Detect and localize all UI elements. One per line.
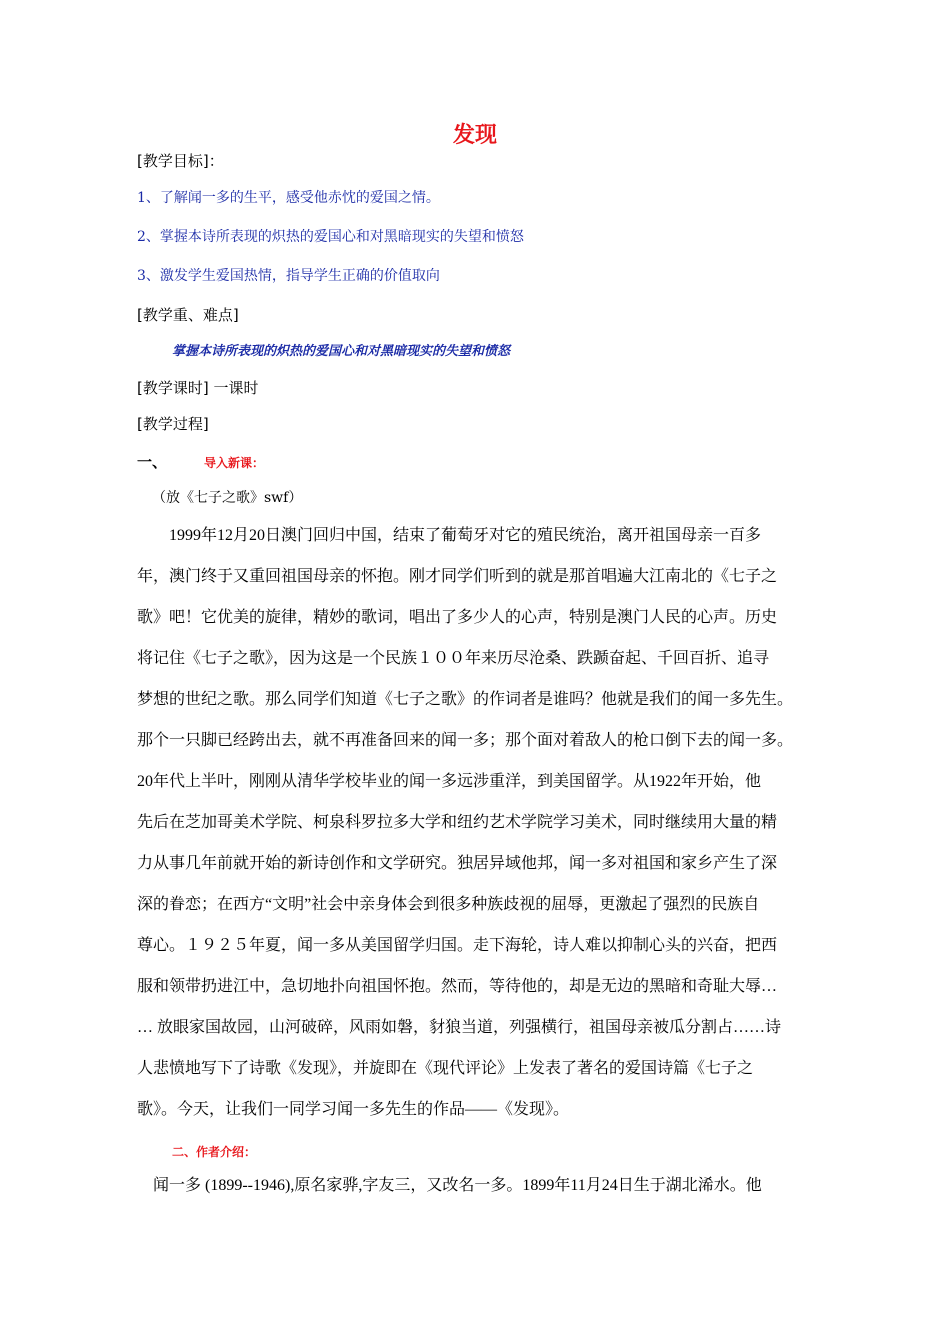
intro-line-8: 先后在芝加哥美术学院、柯泉科罗拉多大学和纽约艺术学院学习美术，同时继续用大量的精 <box>137 814 778 831</box>
intro-line-9: 力从事几年前就开始的新诗创作和文学研究。独居异域他邦，闻一多对祖国和家乡产生了深 <box>137 855 778 872</box>
intro-line-2: 年，澳门终于又重回祖国母亲的怀抱。刚才同学们听到的就是那首唱遍大江南北的《七子之 <box>137 568 778 585</box>
author-line: 闻一多 (1899--1946),原名家骅,字友三，又改名一多。1899年11月24日生于湖北浠水。他 <box>137 1177 762 1194</box>
intro-line-15: 歌》。今天，让我们一同学习闻一多先生的作品——《发现》。 <box>137 1101 570 1118</box>
intro-line-4: 将记住《七子之歌》，因为这是一个民族１００年来历尽沧桑、跌踬奋起、千回百折、追寻 <box>137 650 770 667</box>
section-1-label-wrap <box>204 451 264 474</box>
intro-line-11: 尊心。１９２５年夏，闻一多从美国留学归国。走下海轮，诗人难以抑制心头的兴奋，把西 <box>137 937 778 954</box>
section-2-heading <box>172 1140 256 1163</box>
intro-line-3: 歌》吧！它优美的旋律，精妙的歌词，唱出了多少人的心声，特别是澳门人民的心声。历史 <box>137 609 778 626</box>
intro-line-13: … 放眼家国故园，山河破碎，风雨如磐，豺狼当道，列强横行，祖国母亲被瓜分割占……诗 <box>137 1019 782 1036</box>
section-1-num: 一、 <box>137 453 168 471</box>
intro-line-6: 那个一只脚已经跨出去，就不再准备回来的闻一多；那个面对着敌人的枪口倒下去的闻一多。 <box>137 732 794 749</box>
keypoints-heading: [教学重、难点] <box>137 306 239 324</box>
objective-item-2: 2、掌握本诗所表现的炽热的爱国心和对黑暗现实的失望和愤怒 <box>137 229 524 245</box>
intro-line-7: 20年代上半叶，刚刚从清华学校毕业的闻一多远涉重洋，到美国留学。从1922年开始，他 <box>137 773 762 790</box>
document-title: 发现 <box>452 123 497 148</box>
objectives-heading: [教学目标]： <box>137 152 224 170</box>
objective-item-3: 3、激发学生爱国热情，指导学生正确的价值取向 <box>137 268 440 284</box>
section-1-label: 导入新课： <box>204 456 265 470</box>
section-2-label: 二、作者介绍： <box>172 1145 257 1159</box>
intro-line-5: 梦想的世纪之歌。那么同学们知道《七子之歌》的作词者是谁吗？他就是我们的闻一多先生。 <box>137 691 794 708</box>
period-heading: [教学课时] 一课时 <box>137 379 259 397</box>
intro-line-1: 1999年12月20日澳门回归中国，结束了葡萄牙对它的殖民统治，离开祖国母亲一百多 <box>137 527 762 544</box>
intro-line-10: 深的眷恋；在西方“文明”社会中亲身体会到很多种族歧视的屈辱，更激起了强烈的民族自 <box>137 896 760 913</box>
section-1-number <box>137 451 167 473</box>
process-heading: [教学过程] <box>137 415 209 433</box>
objective-item-1: 1、了解闻一多的生平，感受他赤忱的爱国之情。 <box>137 190 440 206</box>
intro-line-12: 服和领带扔进江中，急切地扑向祖国怀抱。然而，等待他的，却是无边的黑暗和奇耻大辱… <box>137 978 778 995</box>
keypoints-text: 掌握本诗所表现的炽热的爱国心和对黑暗现实的失望和愤怒 <box>172 344 511 359</box>
intro-line-14: 人悲愤地写下了诗歌《发现》，并旋即在《现代评论》上发表了著名的爱国诗篇《七子之 <box>137 1060 754 1077</box>
play-note: （放《七子之歌》swf） <box>152 490 303 506</box>
